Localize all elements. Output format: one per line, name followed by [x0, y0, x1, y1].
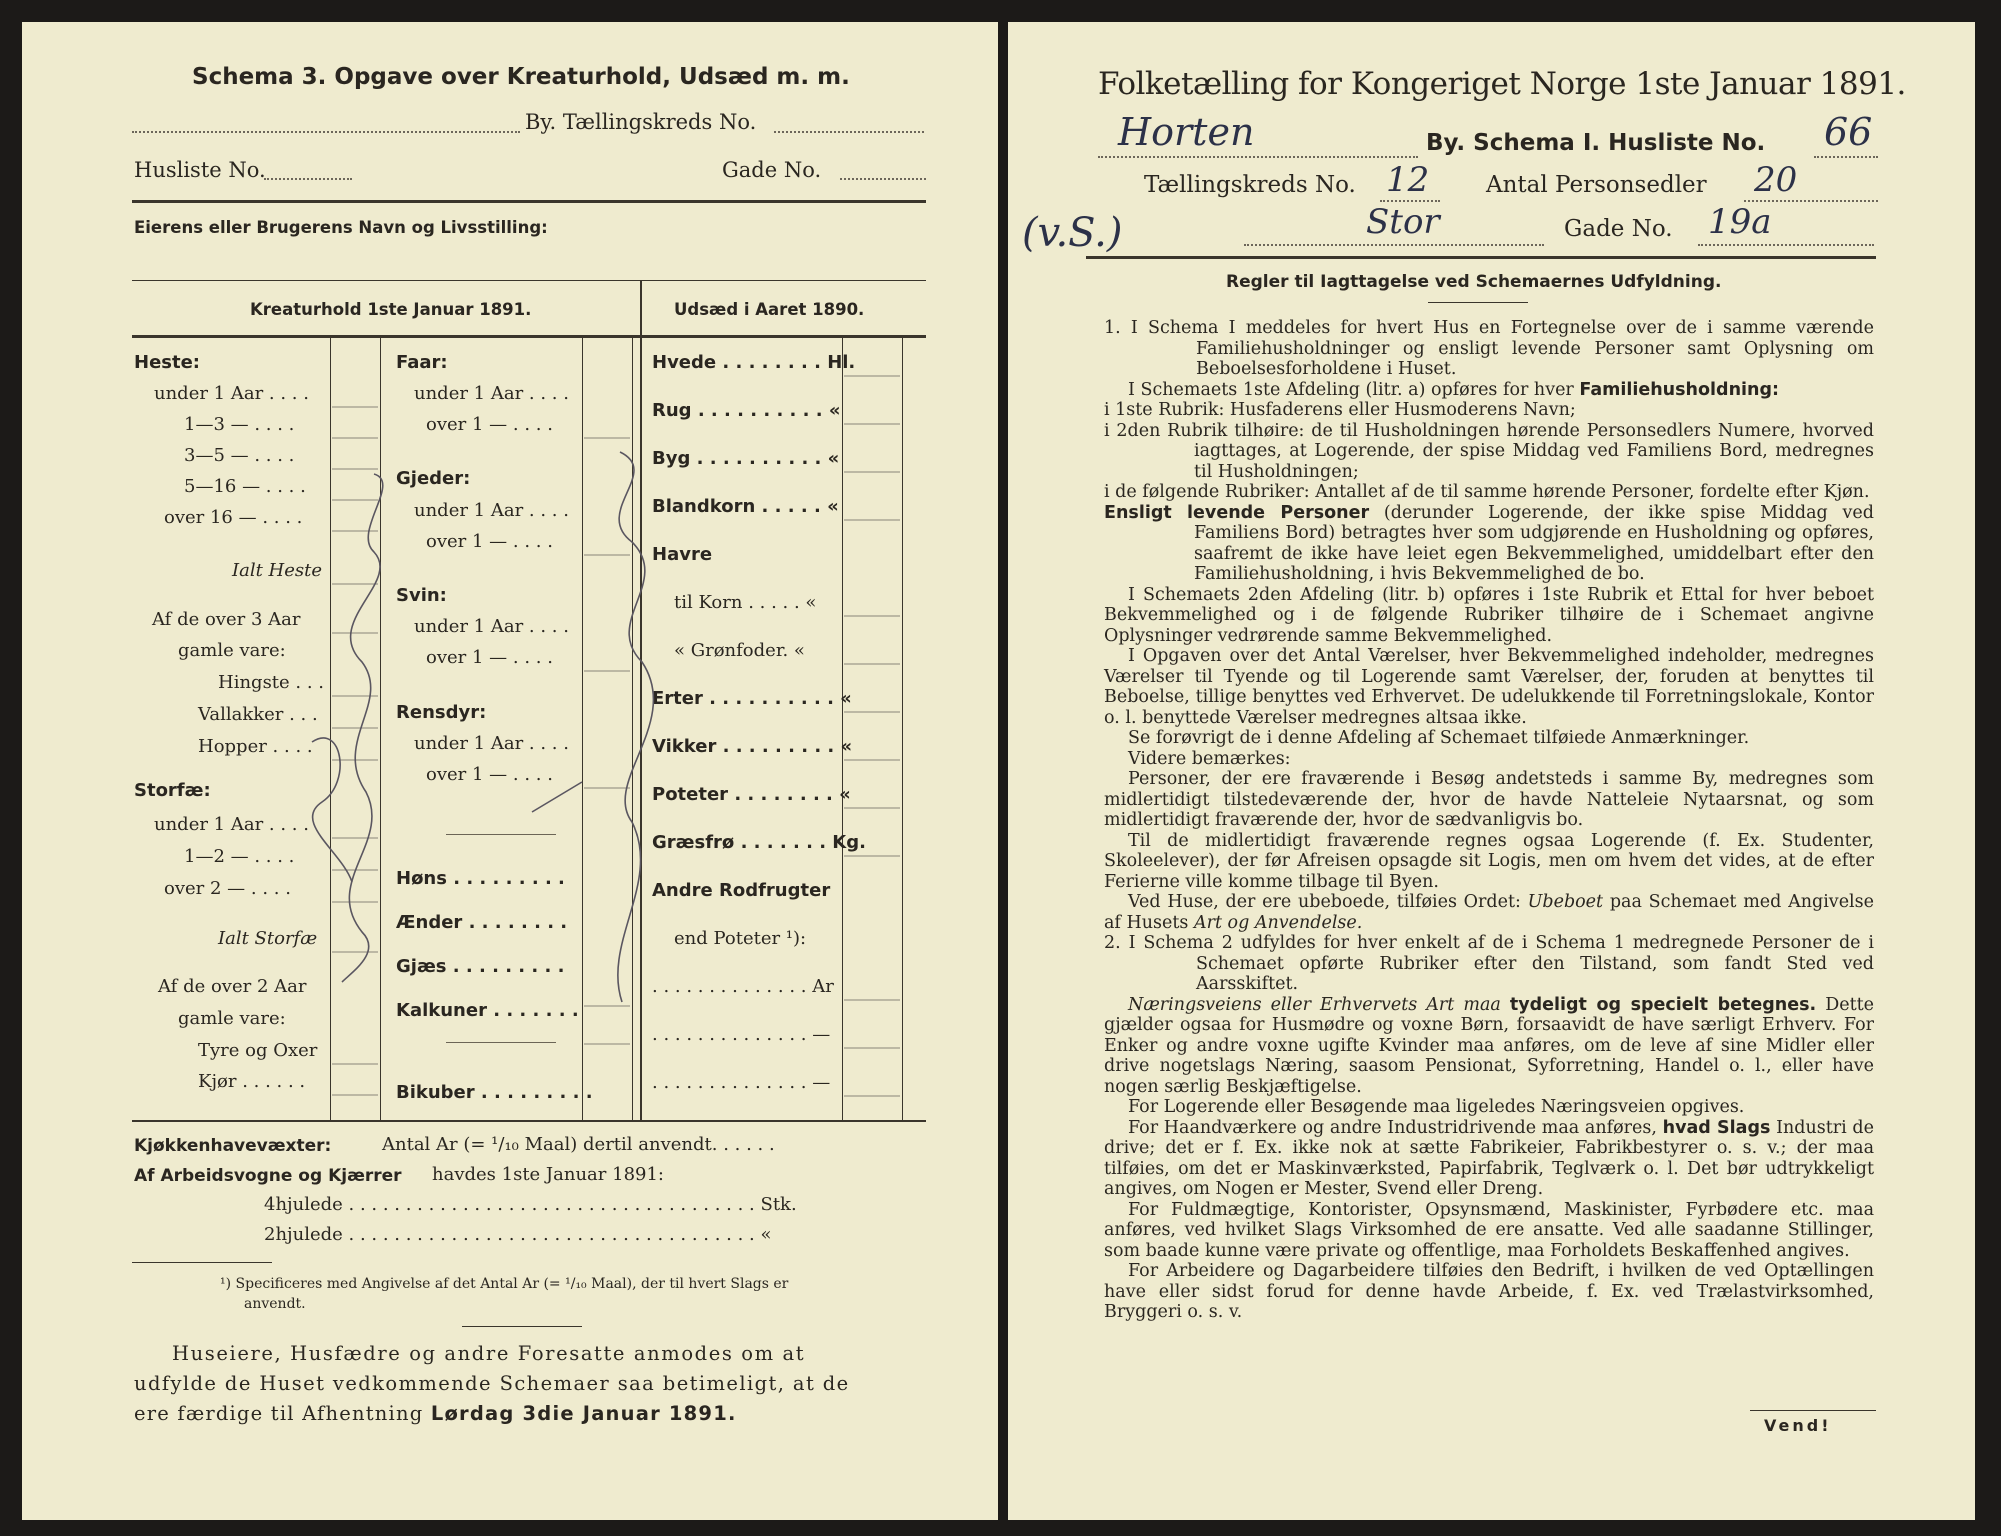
taellingskreds-label: Tællingskreds No. [1144, 172, 1356, 198]
rule-arbeidere: For Arbeidere og Dagarbeidere tilføies den Bedrift, i hvilken de ved Optællingen have eller sidst forud for denne havde Arbeide, f. Ex. ved Trælastvirksomhed, Bryggeri o. s. v. [1104, 1261, 1874, 1322]
tyre-og-oxer: Tyre og Oxer [198, 1040, 318, 1061]
end-poteter: end Poteter ¹): [674, 928, 807, 949]
rule-haandvaerkere-bold: hvad Slags [1662, 1117, 1771, 1138]
gjeder-under1: under 1 Aar . . . . [414, 500, 569, 521]
rule-ubeboede [1104, 892, 1874, 933]
handwritten-antal: 20 [1754, 160, 1798, 200]
svin-under1: under 1 Aar . . . . [414, 616, 569, 637]
regler-title: Regler til Iagttagelse ved Schemaernes Udfyldning. [1226, 272, 1722, 292]
gamle-vare2: gamle vare: [178, 1008, 286, 1029]
gronfoder: « Grønfoder. « [674, 640, 805, 661]
kjokken-label: Kjøkkenhavevæxter: [134, 1136, 332, 1156]
dash-row-1: . . . . . . . . . . . . . . — [652, 1024, 831, 1045]
ar-row: . . . . . . . . . . . . . . Ar [652, 976, 834, 997]
rule-vaerelser: I Opgaven over det Antal Værelser, hver Bekvemmelighed indeholder, medregnes Værelser til Tyende og til Logerende samt Værelser, der, foruden at benyttes til Beboelse, tillige benyttes ved Erhvervet. De udelukkende til Forretningslokale, Kontor o. l. benyttede Værelser medregnes altsaa ikke. [1104, 646, 1874, 728]
rule-haandvaerkere-pre: For Haandværkere og andre Industridrivende maa anføres, [1128, 1117, 1657, 1138]
faar-label: Faar: [396, 352, 448, 373]
notice-3 [134, 1402, 737, 1425]
husliste-label: Husliste No. [134, 158, 266, 182]
rule-enslige-bold: Ensligt levende Personer [1104, 502, 1370, 523]
rule-ubeboede-it2: Art og Anvendelse. [1193, 912, 1363, 933]
handwritten-husliste: 66 [1824, 110, 1873, 154]
notice-1: Huseiere, Husfædre og andre Foresatte anmodes om at [172, 1342, 806, 1365]
handwritten-gade: 19a [1708, 202, 1772, 242]
rule-fuldmaegtige: For Fuldmægtige, Kontorister, Opsynsmænd, Maskinister, Fyrbødere etc. maa anføres, ved hvilket Slags Virksomhed de ere ansatte. Ved alle saadanne Stillinger, som baade kunne være private og offentlige, maa Forholdets Beskaffenhed angives. [1104, 1199, 1874, 1261]
hopper: Hopper . . . . [198, 736, 313, 757]
right-page [1008, 22, 1975, 1520]
andre-rodfrugter: Andre Rodfrugter [652, 880, 831, 901]
antal-label: Antal Personsedler [1486, 172, 1707, 198]
byg: Byg . . . . . . . . . . « [652, 448, 840, 469]
table-bottom-rule [132, 1120, 926, 1122]
ialt-storfae: Ialt Storfæ [218, 928, 318, 949]
rule-logerende: Til de midlertidigt fraværende regnes ogsaa Logerende (f. Ex. Studenter, Skoleelever), der før Afreisen opsagde sit Logis, men om hvem det vides, at de efter Ferierne ville komme tilbage til Byen. [1104, 830, 1874, 892]
rule-enslige [1104, 503, 1874, 585]
heste-1-3: 1—3 — . . . . [184, 414, 295, 435]
schema3-title: Schema 3. Opgave over Kreaturhold, Udsæd m. m. [192, 64, 850, 90]
vikker: Vikker . . . . . . . . . « [652, 736, 853, 757]
handwritten-kreds: 12 [1386, 160, 1430, 200]
rule-2: 2. I Schema 2 udfyldes for hver enkelt af de i Schema 1 medregnede Personer de i Schemaet opførte Rubriker efter den Tilstand, som fandt Sted ved Aarsskiftet. [1104, 933, 1874, 994]
hingste: Hingste . . . [218, 672, 325, 693]
storfae-over2: over 2 — . . . . [164, 878, 291, 899]
heste-under1: under 1 Aar . . . . [154, 383, 309, 404]
til-korn: til Korn . . . . . « [674, 592, 817, 613]
rule-naeringsvei-rest: Dette gjælder ogsaa for Husmødre og voxne Børn, forsaavidt de have særligt Erhverv. For Enker og andre voxne ugifte Kvinder maa anføres, om de leve af sine Midler eller drive nogetslags Næring, saasom Pensionat, Syforretning, Handel o. l., eller have nogen særlig Beskjæftigelse. [1104, 994, 1874, 1097]
rule-haandvaerkere [1104, 1118, 1874, 1200]
rule-1c: i 2den Rubrik tilhøire: de til Husholdningen hørende Personsedlers Numere, hvorved iagttages, at Logerende, der spise Middag ved Familiens Bord, medregnes til Husholdningen; [1104, 420, 1874, 482]
bikuber: Bikuber . . . . . . . . . [396, 1082, 593, 1103]
kjor: Kjør . . . . . . [198, 1071, 306, 1092]
left-page [22, 22, 998, 1520]
rule-enslige-rest: (derunder Logerende, der ikke spise Middag ved Familiens Bord) betragtes hver som udgjørende en Husholdning og opføres, saafremt de ikke have leiet egen Bekvemmelighed, umiddelbart efter den Familiehusholdning, i hvis Bekvemmelighed de bo. [1194, 502, 1874, 584]
notice-3-date: Lørdag 3die Januar 1891. [430, 1402, 737, 1425]
rule-ubeboede-it: Ubeboet [1527, 892, 1604, 912]
kreaturhold-header: Kreaturhold 1ste Januar 1891. [250, 300, 532, 319]
aender: Ænder . . . . . . . . [396, 912, 568, 933]
gade-no-field[interactable] [1698, 244, 1874, 246]
rule-fravaerende: Personer, der ere fraværende i Besøg andetsteds i samme By, medregnes som midlertidigt tilstedeværende der, hvor de havde Natteleie Nytaarsnat, og som midlertidigt fraværende der, hvor de sædvanligvis bo. [1104, 769, 1874, 830]
by-label: By. Tællingskreds No. [525, 110, 757, 134]
heste-label: Heste: [134, 352, 200, 373]
handwritten-street: Stor [1366, 202, 1440, 242]
rule-1d: i de følgende Rubriker: Antallet af de til samme hørende Personer, fordelte efter Kjøn. [1104, 482, 1870, 502]
rule-1a-bold: Familiehusholdning: [1579, 379, 1780, 400]
footnote-rule [132, 1262, 272, 1263]
owner-label: Eierens eller Brugerens Navn og Livsstilling: [134, 218, 548, 237]
arbeidsvogne-rest: havdes 1ste Januar 1891: [432, 1164, 664, 1185]
hjulede4: 4hjulede . . . . . . . . . . . . . . . . . . . . . . . . . . . . . . . . . . . . Stk. [264, 1194, 797, 1215]
vallakker: Vallakker . . . [198, 704, 318, 725]
blandkorn: Blandkorn . . . . . « [652, 496, 839, 517]
rule-ubeboede-mid: paa Schemaet med Angivelse af Husets [1104, 892, 1874, 933]
storfae-1-2: 1—2 — . . . . [184, 846, 295, 867]
erter: Erter . . . . . . . . . . « [652, 688, 852, 709]
kalkuner: Kalkuner . . . . . . . [396, 1000, 579, 1021]
poteter: Poteter . . . . . . . . « [652, 784, 851, 805]
faar-under1: under 1 Aar . . . . [414, 383, 569, 404]
udsaed-header: Udsæd i Aaret 1890. [674, 300, 865, 319]
notice-rule [462, 1326, 582, 1327]
kjokken-rest: Antal Ar (= ¹/₁₀ Maal) dertil anvendt. . . . . . [382, 1134, 775, 1155]
right-header-rule [1086, 256, 1876, 259]
regler-rule [1428, 302, 1528, 303]
notice-2: udfylde de Huset vedkommende Schemaer saa betimeligt, at de [134, 1372, 850, 1395]
svin-label: Svin: [396, 585, 447, 606]
storfae-under1: under 1 Aar . . . . [154, 814, 309, 835]
street-field[interactable] [1244, 244, 1544, 246]
husliste-no-field[interactable] [1814, 156, 1878, 158]
ialt-heste: Ialt Heste [232, 560, 323, 581]
rule-videre: Videre bemærkes: [1128, 748, 1291, 769]
rensdyr-over1: over 1 — . . . . [426, 764, 553, 785]
notice-3-pre: ere færdige til Afhentning [134, 1402, 424, 1425]
city-field[interactable] [1098, 156, 1418, 158]
rule-1: 1. I Schema I meddeles for hvert Hus en Fortegnelse over de i samme værende Familiehusholdninger og ensligt levende Personer samt Oplysning om Beboelsesforholdene i Huset. [1104, 318, 1874, 379]
rule-afdeling2: I Schemaets 2den Afdeling (litr. b) opføres i 1ste Rubrik et Ettal for hver beboet Bekvemmelighed og i de følgende Rubriker tilhøire de i Schemaet angivne Oplysninger vedrørende samme Bekvemmelighed. [1104, 584, 1874, 646]
storfae-label: Storfæ: [134, 780, 211, 801]
dash-row-2: . . . . . . . . . . . . . . — [652, 1072, 831, 1093]
hons: Høns . . . . . . . . . [396, 868, 565, 889]
rensdyr-label: Rensdyr: [396, 702, 487, 723]
rule-ubeboede-pre: Ved Huse, der ere ubeboede, tilføies Ordet: [1128, 892, 1521, 912]
faar-over1: over 1 — . . . . [426, 414, 553, 435]
af-over3: Af de over 3 Aar [152, 609, 301, 630]
rule-besogende: For Logerende eller Besøgende maa ligeledes Næringsveien opgives. [1128, 1097, 1745, 1117]
heste-over16: over 16 — . . . . [164, 507, 303, 528]
gade-no-label: Gade No. [1564, 216, 1673, 242]
gade-label: Gade No. [722, 158, 822, 182]
hjulede2: 2hjulede . . . . . . . . . . . . . . . . . . . . . . . . . . . . . . . . . . . . « [264, 1224, 772, 1245]
rule-haandvaerkere-rest: Industri de drive; det er f. Ex. ikke nok at sætte Fabrikeier, Fabrikbestyrer o. s. v.; der maa tilføies, om det er Maskinværksted, Papirfabrik, Teglværk o. l. Det bør udtrykkeligt angives, om Nogen er Mester, Svend eller Dreng. [1104, 1117, 1874, 1199]
rule-naeringsvei [1104, 995, 1874, 1098]
by-schema-label: By. Schema I. Husliste No. [1426, 130, 1766, 156]
rule-1a [1104, 380, 1874, 401]
gjaes: Gjæs . . . . . . . . . [396, 956, 565, 977]
hvede: Hvede . . . . . . . . Hl. [652, 352, 856, 373]
pencil-marks [22, 22, 998, 1122]
rensdyr-under1: under 1 Aar . . . . [414, 733, 569, 754]
gamle-vare: gamle vare: [178, 640, 286, 661]
svin-over1: over 1 — . . . . [426, 647, 553, 668]
census-title: Folketælling for Kongeriget Norge 1ste Januar 1891. [1098, 66, 1906, 102]
rule-naeringsvei-bold: tydeligt og specielt betegnes. [1509, 994, 1817, 1015]
rule-1a-text: I Schemaets 1ste Afdeling (litr. a) opføres for hver [1128, 379, 1574, 400]
rules-text [1104, 318, 1874, 1323]
rule-naeringsvei-it: Næringsveiens eller Erhvervets Art maa [1128, 994, 1501, 1015]
graesfro: Græsfrø . . . . . . . Kg. [652, 832, 866, 853]
vend-label: Vend! [1764, 1416, 1832, 1435]
rule-1b: i 1ste Rubrik: Husfaderens eller Husmoderens Navn; [1104, 400, 1576, 420]
heste-3-5: 3—5 — . . . . [184, 445, 295, 466]
rug: Rug . . . . . . . . . . « [652, 400, 841, 421]
footnote-2: anvendt. [244, 1296, 306, 1312]
heste-5-16: 5—16 — . . . . [184, 476, 306, 497]
arbeidsvogne-label: Af Arbeidsvogne og Kjærrer [134, 1166, 402, 1186]
havre: Havre [652, 544, 713, 565]
rule-anmaerkninger: Se forøvrigt de i denne Afdeling af Schemaet tilføiede Anmærkninger. [1128, 728, 1750, 748]
gjeder-label: Gjeder: [396, 468, 471, 489]
vend-rule [1750, 1410, 1876, 1411]
handwritten-vs: (v.S.) [1022, 210, 1123, 256]
handwritten-city: Horten [1118, 110, 1255, 154]
gjeder-over1: over 1 — . . . . [426, 531, 553, 552]
footnote-1: ¹) Specificeres med Angivelse af det Antal Ar (= ¹/₁₀ Maal), der til hvert Slags er [220, 1276, 789, 1292]
af-over2: Af de over 2 Aar [158, 976, 307, 997]
